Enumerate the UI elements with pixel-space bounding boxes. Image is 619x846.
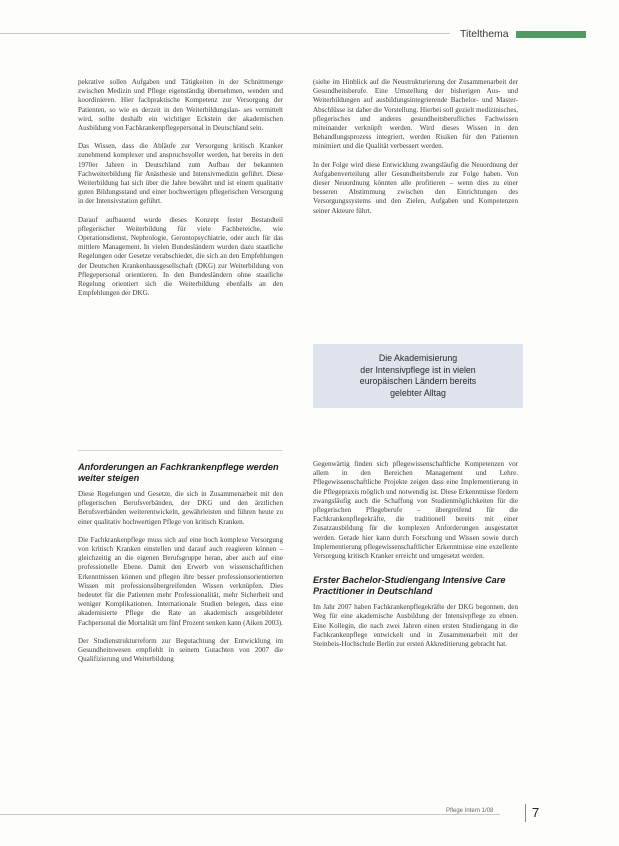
section-divider: [78, 450, 283, 451]
column-right-top: [313, 78, 518, 225]
section-heading: Anforderungen an Fachkrankenpflege werden weiter steigen: [78, 462, 279, 483]
paragraph: Im Jahr 2007 haben Fachkrankenpflegekräfte der DKG begonnen, den Weg für eine akademische Ausbildung der Intensivpflege zu ebnen. Eine Kollegin, die nach zwei Jahren einen ersten Studiengang in die Fachkrankenpflege entwickelt und in Zusammenarbeit mit der Steinbeis-Hochschule Berlin zur ersten Akkreditierung gebracht hat.: [313, 603, 518, 649]
magazine-name: Pflege Intern 1/08: [443, 808, 496, 814]
pull-quote: [313, 344, 523, 408]
paragraph: Das Wissen, dass die Abläufe zur Versorgung kritisch Kranker zunehmend komplexer und anspruchsvoller werden, hat bereits in den 1970er Jahren in Deutschland zum Aufbau der bekannten Fachweiterbildung für Anästhesie und Intensivmedizin geführt. Diese Weiterbildung hat sich über die Jahre bewährt und ist einem qualitativ guten Bildungsstand und einer hochwertigen pflegerischen Versorgung in der Intensivstation geführt.: [78, 142, 283, 206]
paragraph: Der Studienstrukturreform zur Begutachtung der Entwicklung im Gesundheitswesen empfiehlt in seinem Gutachten von 2007 die Qualifizierung und Weiterbildung: [78, 636, 283, 664]
footer-separator: [525, 804, 526, 822]
page-number: 7: [532, 805, 540, 820]
pull-quote-line: gelebter Alltag: [390, 387, 446, 398]
paragraph: (siehe im Hinblick auf die Neustrukturierung der Zusammenarbeit der Gesundheitsberufe. Eine Umstellung der bisherigen Aus- und Weiterbildungen auf ausbildungsintegrierende Bachelor- und Master-Abschlüsse ist daher die Vorstellung. Hierbei soll gezielt medizinisches, pflegerisches und anderes gesundheitsberufliches Fachwissen miteinander verknüpft werden. Wird dieses Wissen in den Behandlungsprozess integriert, werden Risiken für den Patienten minimiert und die Qualität verbessert werden.: [313, 78, 518, 151]
paragraph: Die Fachkrankenpflege muss sich auf eine hoch komplexe Versorgung von kritisch Kranken einstellen und darauf auch reagieren können – gleichzeitig an die eigenen Berufsgruppe heran, aber auch auf eine professionelle Ebene. Damit den Erwerb von wissenschaftlichen Erkenntnissen können und pflegen ihre besser professionsorientierten Wissen mit professionsübergreifenden Wissen verknüpfen. Dies bedeutet für die Patienten mehr Professionalität, mehr Sicherheit und weniger Komplikationen. Internationale Studien belegen, dass eine akademisierte Pflege die Rate an akademisch ausgebildeter Fachpersonal die Mortalität um fünf Prozent senken kann (Aiken 2003).: [78, 535, 283, 627]
paragraph: Diese Regelungen und Gesetze, die sich in Zusammenarbeit mit den pflegerischen Berufsverbänden, der DKG und den ärztlichen Berufsverbänden weiterentwickeln, gewährleisten und führen heute zu einer qualitativ hochwertigen Pflege von kritisch Kranken.: [78, 490, 283, 526]
footer-rule: [0, 814, 500, 815]
pull-quote-line: europäischen Ländern bereits: [359, 376, 477, 386]
paragraph: pekrative sollen Aufgaben und Tätigkeiten in der Schnittmenge zwischen Medizin und Pflege eigenständig übernehmen, wenden und koordinieren. Hier fachpraktische Kompetenz zur Versorgung der Patienten, so wie es derzeit in den Weiterbildungslan- ses vermittelt wird, sollte deshalb ein wichtiger Eckstein der akademischen Ausbildung von Fachkrankenpflegepersonal in Deutschland sein.: [78, 78, 283, 133]
paragraph: Gegenwärtig finden sich pflegewissenschaftliche Kompetenzen vor allem in den Bereichen Management und Lehre. Pflegewissenschaftliche Projekte zeigen dass eine Implementierung in die Pflegepraxis möglich und notwendig ist. Diese Erkenntnisse fördern zwangsläufig auch die Schaffung von Studienmöglichkeiten für die pflegerischen Pflegeberufe – übergreifend für die Fachkrankenpflegekräfte, die traditionell bereits mit einer Zusatzausbildung für die komplexen Anforderungen ausgestattet werden. Gerade hier kann durch Forschung und Wissen sowie durch Implementierung pflegewissenschaftlicher Erkenntnisse eine exzellente Versorgung kritisch Kranker erreicht und umgesetzt werden.: [313, 460, 518, 561]
header-accent-bar: [516, 31, 586, 38]
pull-quote-line: Die Akademisierung: [378, 353, 458, 363]
column-left-bottom: [78, 462, 283, 673]
paragraph: Darauf aufbauend wurde dieses Konzept fester Bestandteil pflegerischer Weiterbildung für viele Fachbereiche, wie Operationsdienst, Nephrologie, Gerontopsychiatrie, oder auch für das mittlere Management. In vielen Bundesländern wurden dazu staatliche Regelungen oder Gesetze verabschiedet, die sich an den Empfehlungen der Deutschen Krankenhausgesellschaft (DKG) zur Weiterbildung von Pflegepersonal orientieren. In den Bundesländern ohne staatliche Regelung orientiert sich die Weiterbildung ebenfalls an den Empfehlungen der DKG.: [78, 215, 283, 298]
page-footer: [0, 804, 619, 824]
header-rule: [0, 33, 450, 34]
column-right-bottom: [313, 460, 518, 658]
paragraph: In der Folge wird diese Entwicklung zwangsläufig die Neuordnung der Aufgabenverteilung aller Gesundheitsberufe zur Folge haben. Von dieser Neuordnung könnten alle profitieren – wenn dies zu einer besseren Abstimmung zwischen den Einrichtungen des Versorgungssystems und den Zielen, Aufgaben und Kompetenzen seiner Akteure führt.: [313, 160, 518, 215]
section-heading: Erster Bachelor-Studiengang Intensive Care Practitioner in Deutschland: [313, 575, 506, 597]
page-header: [0, 28, 619, 40]
section-label: Titelthema: [460, 28, 509, 40]
pull-quote-line: der Intensivpflege ist in vielen: [360, 364, 476, 375]
column-left-top: [78, 78, 283, 307]
